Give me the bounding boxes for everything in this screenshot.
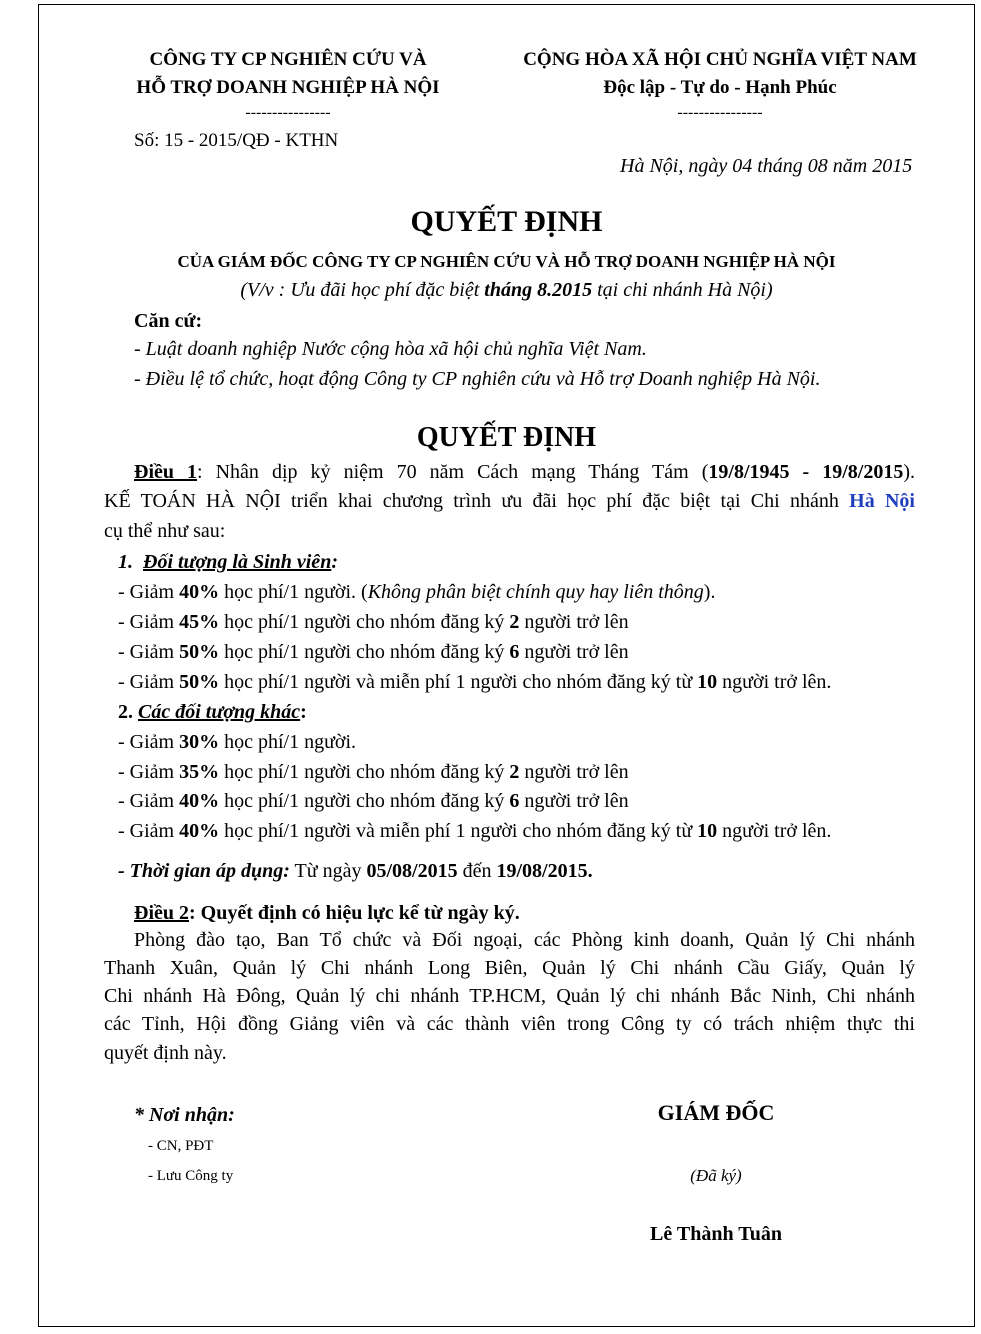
nation-name: CỘNG HÒA XÃ HỘI CHỦ NGHĨA VIỆT NAM — [523, 49, 917, 70]
left-divider: ---------------- — [245, 104, 331, 121]
article2-line: các Tỉnh, Hội đồng Giảng viên và các thành viên trong Công ty có trách nhiệm thực thi — [104, 1013, 915, 1035]
document-subject: (V/v : Ưu đãi học phí đặc biệt tháng 8.2015 tại chi nhánh Hà Nội) — [240, 279, 773, 301]
group2-item: - Giảm 35% học phí/1 người cho nhóm đăng ký 2 người trở lên — [118, 761, 629, 783]
nation-motto: Độc lập - Tự do - Hạnh Phúc — [603, 77, 837, 98]
signed-note: (Đã ký) — [690, 1166, 742, 1185]
article2-line: quyết định này. — [104, 1042, 227, 1064]
group1-item: - Giảm 45% học phí/1 người cho nhóm đăng ký 2 người trở lên — [118, 611, 629, 633]
group1-heading: 1. Đối tượng là Sinh viên: — [118, 551, 338, 573]
article1-line3: cụ thể như sau: — [104, 520, 226, 542]
signer-name: Lê Thành Tuân — [650, 1223, 782, 1245]
page-border — [38, 4, 975, 1327]
document-number: Số: 15 - 2015/QĐ - KTHN — [134, 130, 339, 151]
basis-item: - Điều lệ tổ chức, hoạt động Công ty CP nghiên cứu và Hỗ trợ Doanh nghiệp Hà Nội. — [134, 368, 821, 390]
signer-title: GIÁM ĐỐC — [657, 1100, 775, 1125]
article1-line2: KẾ TOÁN HÀ NỘI triển khai chương trình ưu đãi học phí đặc biệt tại Chi nhánh Hà Nội — [104, 490, 915, 512]
document-title: QUYẾT ĐỊNH — [410, 205, 603, 238]
article2-heading: Điều 2: Quyết định có hiệu lực kể từ ngày ký. — [134, 902, 520, 924]
basis-item: - Luật doanh nghiệp Nước cộng hòa xã hội chủ nghĩa Việt Nam. — [134, 338, 647, 360]
article2-line: Phòng đào tạo, Ban Tổ chức và Đối ngoại, các Phòng kinh doanh, Quản lý Chi nhánh — [134, 929, 915, 951]
company-name-line2: HỖ TRỢ DOANH NGHIỆP HÀ NỘI — [136, 77, 440, 98]
article1-line1: Điều 1: Nhân dịp kỷ niệm 70 năm Cách mạng Tháng Tám (19/8/1945 - 19/8/2015). — [134, 461, 916, 483]
group2-item: - Giảm 30% học phí/1 người. — [118, 731, 357, 753]
decision-title: QUYẾT ĐỊNH — [416, 422, 597, 453]
article2-line: Chi nhánh Hà Đông, Quản lý chi nhánh TP.HCM, Quản lý chi nhánh Bắc Ninh, Chi nhánh — [104, 985, 915, 1007]
group1-item: - Giảm 50% học phí/1 người cho nhóm đăng ký 6 người trở lên — [118, 641, 629, 663]
group1-item: - Giảm 50% học phí/1 người và miễn phí 1 người cho nhóm đăng ký từ 10 người trở lên. — [118, 671, 832, 693]
application-period: - Thời gian áp dụng: Từ ngày 05/08/2015 đến 19/08/2015. — [118, 860, 593, 882]
group2-item: - Giảm 40% học phí/1 người và miễn phí 1 người cho nhóm đăng ký từ 10 người trở lên. — [118, 820, 832, 842]
date-line: Hà Nội, ngày 04 tháng 08 năm 2015 — [620, 155, 913, 177]
recipient-item: - Lưu Công ty — [148, 1168, 234, 1184]
right-divider: ---------------- — [677, 104, 763, 121]
group2-item: - Giảm 40% học phí/1 người cho nhóm đăng ký 6 người trở lên — [118, 790, 629, 812]
group2-heading: 2. Các đối tượng khác: — [118, 701, 307, 723]
document-subtitle: CỦA GIÁM ĐỐC CÔNG TY CP NGHIÊN CỨU VÀ HỖ TRỢ DOANH NGHIỆP HÀ NỘI — [177, 252, 836, 271]
company-name-line1: CÔNG TY CP NGHIÊN CỨU VÀ — [149, 49, 427, 70]
article2-line: Thanh Xuân, Quản lý Chi nhánh Long Biên, Quản lý Chi nhánh Cầu Giấy, Quản lý — [104, 957, 915, 979]
group1-item: - Giảm 40% học phí/1 người. (Không phân biệt chính quy hay liên thông). — [118, 581, 716, 603]
recipients-label: * Nơi nhận: — [134, 1104, 235, 1126]
recipient-item: - CN, PĐT — [148, 1138, 214, 1154]
basis-label: Căn cứ: — [134, 310, 203, 332]
